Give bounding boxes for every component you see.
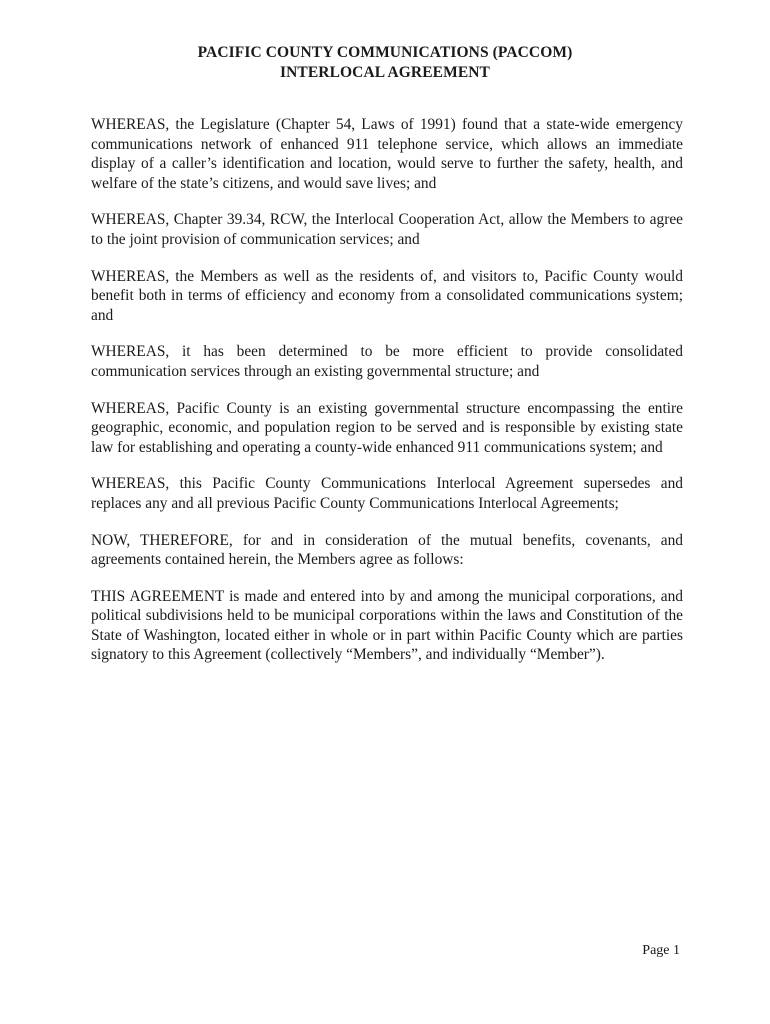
document-title	[0, 43, 770, 83]
paragraph-this-agreement: THIS AGREEMENT is made and entered into by and among the municipal corporations, and political subdivisions held to be municipal corporations within the laws and Constitution of the State of Washington, located either in whole or in part within Pacific County which are parties signatory to this Agreement (collectively “Members”, and individually “Member”).	[91, 587, 683, 664]
paragraph-whereas-county-structure: WHEREAS, Pacific County is an existing governmental structure encompassing the entire geographic, economic, and population region to be served and is responsible by existing state law for establishing and operating a county-wide enhanced 911 communications system; and	[91, 399, 683, 456]
paragraph-whereas-supersedes: WHEREAS, this Pacific County Communications Interlocal Agreement supersedes and replaces any and all previous Pacific County Communications Interlocal Agreements;	[91, 475, 683, 512]
paragraph-now-therefore: NOW, THEREFORE, for and in consideration of the mutual benefits, covenants, and agreements contained herein, the Members agree as follows:	[91, 531, 683, 569]
title-line-1: PACIFIC COUNTY COMMUNICATIONS (PACCOM)	[197, 44, 573, 61]
paragraph-whereas-rcw: WHEREAS, Chapter 39.34, RCW, the Interlocal Cooperation Act, allow the Members to agree to the joint provision of communication services; and	[91, 211, 683, 248]
paragraph-whereas-members-benefit: WHEREAS, the Members as well as the residents of, and visitors to, Pacific County would benefit both in terms of efficiency and economy from a consolidated communications system; and	[91, 267, 683, 324]
document-body	[91, 115, 683, 682]
paragraph-whereas-efficiency: WHEREAS, it has been determined to be more efficient to provide consolidated communication services through an existing governmental structure; and	[91, 343, 683, 380]
title-line-2: INTERLOCAL AGREEMENT	[279, 64, 490, 81]
paragraph-whereas-legislature: WHEREAS, the Legislature (Chapter 54, Laws of 1991) found that a state-wide emergency communications network of enhanced 911 telephone service, which allows an immediate display of a caller’s identification and location, would serve to further the safety, health, and welfare of the state’s citizens, and would save lives; and	[91, 116, 683, 192]
page-number: Page 1	[642, 943, 680, 958]
